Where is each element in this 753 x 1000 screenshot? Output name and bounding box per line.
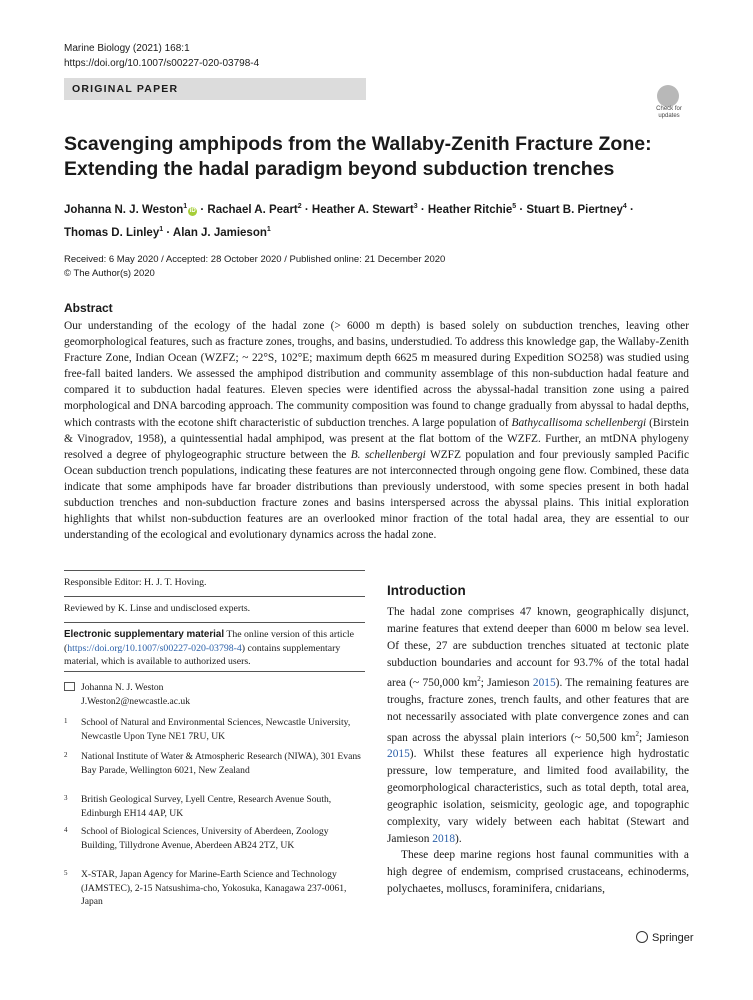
footnote-divider [64, 622, 365, 623]
springer-horse-icon [636, 931, 648, 943]
author-separator: · [626, 203, 634, 216]
author-affiliation-ref: 2 [297, 203, 302, 210]
esm-label: Electronic supplementary material [64, 629, 225, 640]
corresponding-author [64, 681, 190, 708]
author-name[interactable]: Rachael A. Peart [207, 203, 298, 216]
author-name[interactable]: Alan J. Jamieson [172, 226, 267, 239]
abstract-heading: Abstract [64, 301, 113, 315]
paragraph: These deep marine regions host faunal communities with a high degree of endemism, comprised crustaceans, echinoderms, polychaetes, molluscs, foraminifera, cnidarians, [387, 849, 689, 896]
journal-header [64, 41, 259, 71]
doi-link[interactable]: https://doi.org/10.1007/s00227-020-03798-4 [64, 58, 260, 69]
author-affiliation-ref: 3 [413, 203, 418, 210]
check-updates-icon [657, 85, 679, 107]
publisher-name: Springer [652, 932, 694, 944]
author-name[interactable]: Thomas D. Linley [64, 226, 160, 239]
badge-line-1: Check for [656, 106, 682, 112]
author-name[interactable]: Heather A. Stewart [311, 203, 414, 216]
affiliation-item: 5 X-STAR, Japan Agency for Marine-Earth Science and Technology (JAMSTEC), 2-15 Natsushima-cho, Yokosuka, Kanagawa 237-0061, Japan [64, 869, 347, 907]
author-name[interactable]: Heather Ritchie [427, 203, 513, 216]
paper-type-banner: ORIGINAL PAPER [64, 78, 366, 100]
abstract-text: WZFZ population and four previously sampled Pacific Ocean subduction trench populations, indicating these features are not interconnected through ongoing gene flow. Combined, these data indicate that some amphipods have far broader distributions than previously understood, with some species present in both hadal subduction trenches and non-subduction fracture zones and basins interspersed across the abyssal plains. This initial exploration highlights that whilst non-subduction features are an overlooked minor fraction of the total hadal area, they are essential to our understanding of the ecological and evolutionary dynamics across the hadal zone. [64, 448, 689, 542]
author-affiliation-ref: 1 [159, 225, 164, 233]
author-list [64, 197, 684, 243]
introduction-body [387, 604, 689, 898]
author-affiliation-ref: 1 [183, 203, 188, 210]
author-name[interactable]: Stuart B. Piertney [526, 203, 623, 216]
citation-link[interactable]: 2015 [532, 677, 556, 690]
author-name[interactable]: Johanna N. J. Weston [64, 203, 184, 216]
citation-link[interactable]: 2018 [432, 832, 456, 845]
publisher-footer [636, 931, 694, 944]
publication-dates [64, 253, 445, 281]
author-affiliation-ref: 1 [266, 225, 271, 233]
author-separator: · [197, 203, 208, 216]
paper-title [64, 132, 684, 182]
corresponding-name: Johanna N. J. Weston [81, 682, 164, 693]
envelope-icon [64, 682, 75, 691]
responsible-editor: Responsible Editor: H. J. T. Hoving. [64, 577, 207, 588]
paragraph: The hadal zone comprises 47 known, geographically disjunct, marine features that extend deeper than 6000 m below sea level. Of these, 27 are subduction trenches situated at tectonic plate subduction boundaries and account for 93.7% of the total hadal area (~ 750,000 $km^2$; Jamieson 2015). The remaining features are troughs, fracture zones, trench faults, and other features that are not necessarily associated with plate convergence zones and can span across the abyssal plain interiors (~ 50,500 $km^2$; Jamieson 2015). Whilst these features all experience high hydrostatic pressure, low temperature, and limited food availability, the geomorphological characteristics, such as total depth, total area, geographic isolation, seismicity, geologic age, and topographic complexity, vary widely between each habitat (Stewart and Jamieson 2018). [387, 606, 690, 845]
affiliation-item: 3 British Geological Survey, Lyell Centre, Research Avenue South, Edinburgh EH14 4AP, UK [64, 794, 332, 819]
affiliation-item: 4 School of Biological Sciences, University of Aberdeen, Zoology Building, Tillydrone Avenue, Aberdeen AB24 2TZ, UK [64, 826, 329, 851]
badge-line-2: updates [658, 113, 680, 119]
affiliation-item: 1 School of Natural and Environmental Sciences, Newcastle University, Newcastle Upon Tyne NE1 7RU, UK [64, 717, 351, 742]
esm-link[interactable]: https://doi.org/10.1007/s00227-020-03798-4 [67, 642, 242, 654]
abstract-body [64, 318, 689, 543]
author-separator: · [301, 203, 312, 216]
footnote-divider [64, 570, 365, 571]
species-name: Bathycallisoma schellenbergi [511, 416, 647, 429]
title-line-2: Extending the hadal paradigm beyond subduction trenches [64, 158, 615, 180]
journal-citation: Marine Biology (2021) 168:1 [64, 43, 190, 54]
corresponding-email[interactable]: J.Weston2@newcastle.ac.uk [81, 695, 191, 707]
section-heading-introduction: Introduction [387, 583, 466, 598]
species-name: B. schellenbergi [350, 448, 426, 461]
author-separator: · [417, 203, 428, 216]
footnote-divider [64, 671, 365, 672]
reviewed-by: Reviewed by K. Linse and undisclosed experts. [64, 603, 251, 614]
citation-link[interactable]: 2015 [387, 748, 410, 761]
affiliation-item: 2 National Institute of Water & Atmospheric Research (NIWA), 301 Evans Bay Parade, Wellington 6021, New Zealand [64, 751, 361, 776]
abstract-text: Our understanding of the ecology of the hadal zone (> 6000 m depth) is based solely on subduction trenches, leaving other geomorphological features, such as fracture zones, troughs, and basins, understudied. To address this knowledge gap, the Wallaby-Zenith Fracture Zone, Indian Ocean (WZFZ; ~ 22°S, 102°E; maximum depth 6625 m measured during Expedition SO258) was studied using free-fall baited landers. We assessed the amphipod distribution and community assemblage of this non-subduction hadal feature and compared it to subduction hadal features. Eleven species were identified across the abyssal-hadal transition zone using a paired morphological and DNA barcoding approach. The community composition was found to change gradually from abyssal to hadal depths, which contrasts with the ecotone shift characteristic of subduction trenches. A large population of [64, 320, 689, 429]
esm-note: Electronic supplementary material The online version of this article (https://doi.org/10.1007/s00227-020-03798-4) contains supplementary material, which is available to authorized users. [64, 629, 354, 667]
author-separator: · [516, 203, 527, 216]
author-affiliation-ref: 4 [622, 203, 627, 210]
author-separator: · [163, 226, 173, 239]
orcid-icon[interactable]: iD [189, 207, 196, 214]
copyright-line: © The Author(s) 2020 [64, 268, 155, 279]
author-affiliation-ref: 5 [512, 203, 517, 210]
title-line-1: Scavenging amphipods from the Wallaby-Zenith Fracture Zone: [64, 133, 652, 155]
check-for-updates-badge[interactable] [649, 85, 689, 121]
history-dates: Received: 6 May 2020 / Accepted: 28 October 2020 / Published online: 21 December 2020 [64, 254, 446, 265]
footnote-divider [64, 596, 365, 597]
abstract-text: (Birstein & Vinogradov, 1958), a quintessential hadal amphipod, was present at the flat bottom of the WZFZ. Further, an mtDNA phylogeny resolved a degree of phylogeographic structure between the [64, 416, 689, 461]
